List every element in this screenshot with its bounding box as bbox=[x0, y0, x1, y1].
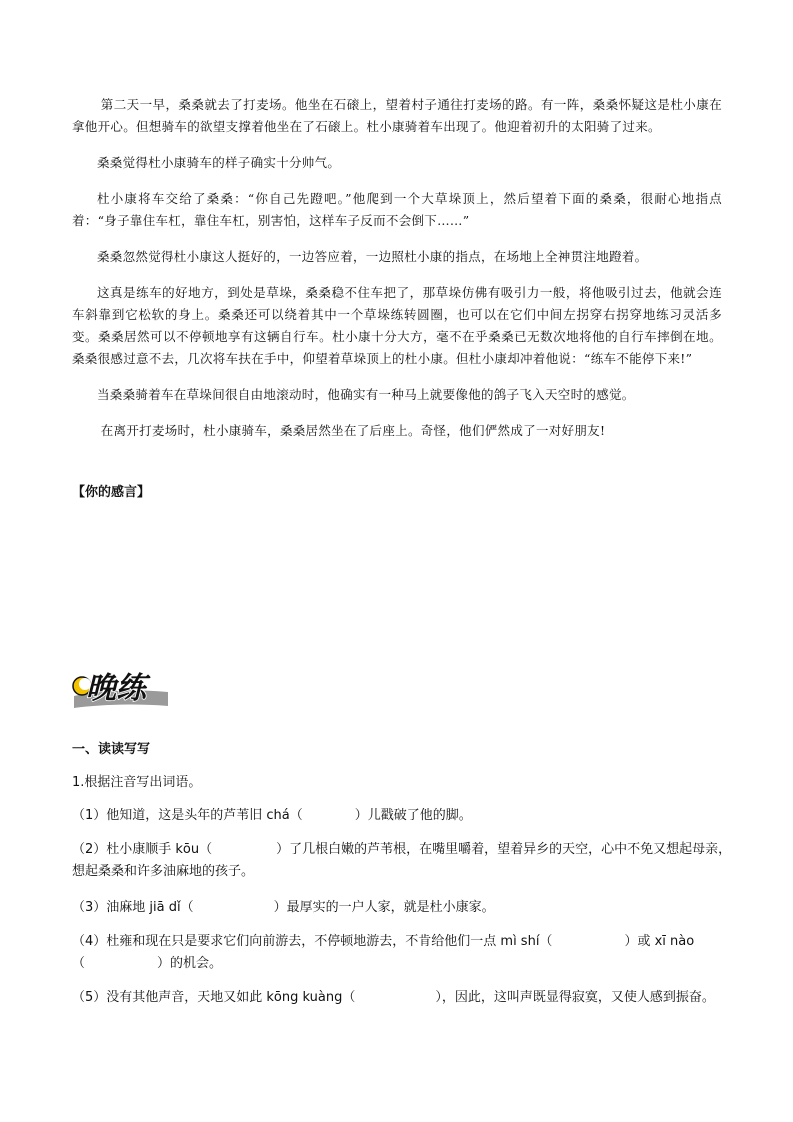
logo-text: 晚练 bbox=[86, 671, 146, 706]
section-title: 一、读读写写 bbox=[72, 742, 151, 757]
story-paragraph-7: 在离开打麦场时，杜小康骑车，桑桑居然坐在了后座上。奇怪，他们俨然成了一对好朋友! bbox=[100, 423, 606, 438]
question-4: （4）杜雍和现在只是要求它们向前游去，不停顿地游去，不肯给他们一点 mì shí（ ）或 xī nào （ ）的机会。 bbox=[72, 934, 695, 971]
question-1: （1）他知道，这是头年的芦苇旧 chá（ ）儿戳破了他的脚。 bbox=[72, 808, 472, 823]
evening-practice-logo bbox=[72, 662, 170, 712]
question-intro: 1.根据注音写出词语。 bbox=[72, 775, 202, 790]
story-paragraph-4: 桑桑忽然觉得杜小康这人挺好的，一边答应着，一边照杜小康的指点，在场地上全神贯注地蹬着。 bbox=[97, 249, 648, 264]
story-paragraph-1: 第二天一早，桑桑就去了打麦场。他坐在石磙上，望着村子通往打麦场的路。有一阵，桑桑怀疑这是杜小康在拿他开心。但想骑车的欲望支撑着他坐在了石磙上。杜小康骑着车出现了。他迎着初升的太阳骑了过来。 bbox=[72, 97, 722, 134]
story-paragraph-6: 当桑桑骑着车在草垛间很自由地滚动时，他确实有一种马上就要像他的鸽子飞入天空时的感觉。 bbox=[97, 387, 635, 402]
question-2: （2）杜小康顺手 kōu（ ）了几根白嫩的芦苇根，在嘴里嚼着，望着异乡的天空，心中不免又想起母亲，想起桑桑和许多油麻地的孩子。 bbox=[72, 842, 732, 879]
question-5: （5）没有其他声音，天地又如此 kōng kuàng（ ），因此，这叫声既显得寂寞，又使人感到振奋。 bbox=[72, 990, 715, 1005]
question-3: （3）油麻地 jiā dǐ（ ）最厚实的一户人家，就是杜小康家。 bbox=[72, 900, 495, 915]
reflection-heading: 【你的感言】 bbox=[72, 485, 151, 500]
story-paragraph-5: 这真是练车的好地方，到处是草垛，桑桑稳不住车把了，那草垛仿佛有吸引力一般，将他吸引过去，他就会连车斜靠到它松软的身上。桑桑还可以绕着其中一个草垛练转圆圈，也可以在它们中间左拐穿右拐穿地练习灵活多变。桑桑居然可以不停顿地享有这辆自行车。杜小康十分大方，毫不在乎桑桑已无数次地将他的自行车摔倒在地。桑桑很感过意不去，几次将车扶在手中，仰望着草垛顶上的杜小康。但杜小康却冲着他说：“练车不能停下来!” bbox=[72, 285, 722, 366]
story-paragraph-3: 杜小康将车交给了桑桑：“你自己先蹬吧。”他爬到一个大草垛顶上，然后望着下面的桑桑，很耐心地指点着：“身子靠住车杠，靠住车杠，别害怕，这样车子反而不会倒下……” bbox=[72, 191, 722, 228]
story-text bbox=[72, 94, 722, 456]
story-paragraph-2: 桑桑觉得杜小康骑车的样子确实十分帅气。 bbox=[97, 155, 341, 170]
